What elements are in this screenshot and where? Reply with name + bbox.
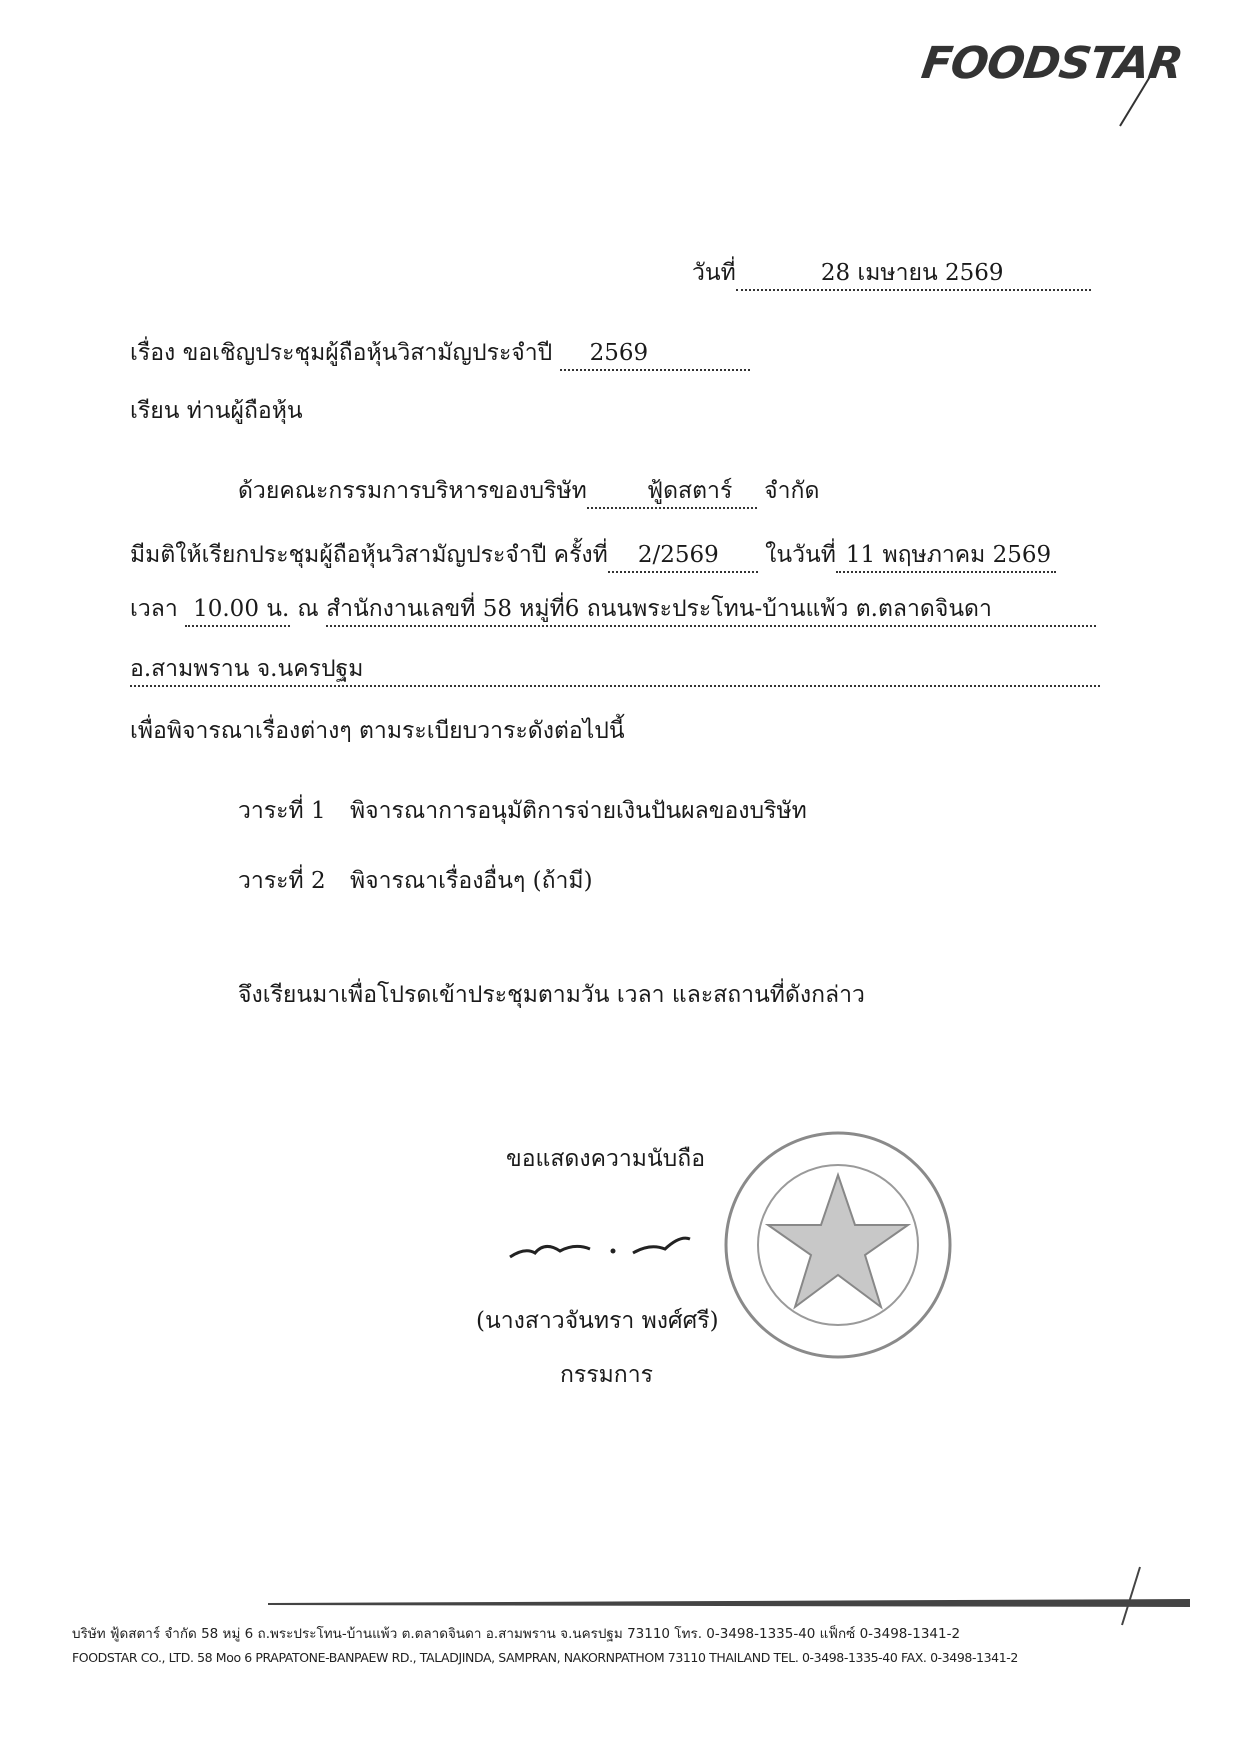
subject-line bbox=[130, 338, 750, 371]
body-line-2 bbox=[130, 540, 1056, 573]
footer-english: FOODSTAR CO., LTD. 58 Moo 6 PRAPATONE-BANPAEW RD., TALADJINDA, SAMPRAN, NAKORNPATHOM 73110 THAILAND TEL. 0-3498-1335-40 FAX. 0-3498-1341-2 bbox=[72, 1650, 1018, 1665]
body-line-1 bbox=[238, 476, 819, 509]
company-seal bbox=[718, 1125, 958, 1365]
body-line-3-mid: ณ bbox=[297, 596, 319, 622]
subject-year: 2569 bbox=[560, 338, 750, 371]
logo-star-stroke bbox=[1100, 60, 1180, 130]
company-name: ฟู้ดสตาร์ bbox=[587, 476, 757, 509]
meeting-time: 10.00 น. bbox=[185, 594, 290, 627]
body-line-4 bbox=[130, 654, 1100, 687]
subject-text: ขอเชิญประชุมผู้ถือหุ้นวิสามัญประจำปี bbox=[182, 340, 553, 366]
agenda-intro: เพื่อพิจารณาเรื่องต่างๆ ตามระเบียบวาระดังต่อไปนี้ bbox=[130, 718, 625, 744]
date-value: 28 เมษายน 2569 bbox=[736, 258, 1091, 291]
body-line-1-prefix: ด้วยคณะกรรมการบริหารของบริษัท bbox=[238, 478, 587, 504]
agenda-item-2 bbox=[238, 866, 593, 896]
regards: ขอแสดงความนับถือ bbox=[506, 1146, 706, 1172]
logo-text: FOODSTAR bbox=[918, 38, 1186, 89]
body-line-3-prefix: เวลา bbox=[130, 596, 178, 622]
date-line bbox=[692, 258, 1091, 291]
salutation-label: เรียน bbox=[130, 398, 180, 424]
footer-thai: บริษัท ฟู้ดสตาร์ จำกัด 58 หมู่ 6 ถ.พระประโทน-บ้านแพ้ว ต.ตลาดจินดา อ.สามพราน จ.นครปฐม 73110 โทร. 0-3498-1335-40 แฟ็กซ์ 0-3498-1341-2 bbox=[72, 1626, 961, 1642]
body-line-5 bbox=[130, 716, 625, 746]
body-line-2-mid: ในวันที่ bbox=[765, 542, 836, 568]
agenda-item-1 bbox=[238, 796, 807, 826]
body-line-2-prefix: มีมติให้เรียกประชุมผู้ถือหุ้นวิสามัญประจำปี ครั้งที่ bbox=[130, 542, 608, 568]
meeting-location-1: สำนักงานเลขที่ 58 หมู่ที่6 ถนนพระประโทน-บ้านแพ้ว ต.ตลาดจินดา bbox=[326, 594, 1096, 627]
agenda-text: พิจารณาการอนุมัติการจ่ายเงินปันผลของบริษัท bbox=[350, 798, 807, 824]
signatory-name: (นางสาวจันทรา พงศ์ศรี) bbox=[476, 1308, 719, 1334]
closing-line bbox=[238, 980, 865, 1010]
meeting-location-2: อ.สามพราน จ.นครปฐม bbox=[130, 654, 1100, 687]
salutation-text: ท่านผู้ถือหุ้น bbox=[186, 398, 303, 424]
meeting-number: 2/2569 bbox=[608, 540, 758, 573]
closing-text: จึงเรียนมาเพื่อโปรดเข้าประชุมตามวัน เวลา และสถานที่ดังกล่าว bbox=[238, 982, 865, 1008]
signatory-title: กรรมการ bbox=[560, 1362, 653, 1388]
meeting-date: 11 พฤษภาคม 2569 bbox=[836, 540, 1056, 573]
date-label: วันที่ bbox=[692, 260, 736, 286]
agenda-no: วาระที่ 1 bbox=[238, 798, 326, 824]
body-line-1-suffix: จำกัด bbox=[764, 478, 820, 504]
agenda-no: วาระที่ 2 bbox=[238, 868, 326, 894]
body-line-3 bbox=[130, 594, 1096, 627]
agenda-text: พิจารณาเรื่องอื่นๆ (ถ้ามี) bbox=[350, 868, 593, 894]
signature-scribble bbox=[505, 1225, 705, 1275]
subject-label: เรื่อง bbox=[130, 340, 176, 366]
salutation-line bbox=[130, 396, 303, 426]
